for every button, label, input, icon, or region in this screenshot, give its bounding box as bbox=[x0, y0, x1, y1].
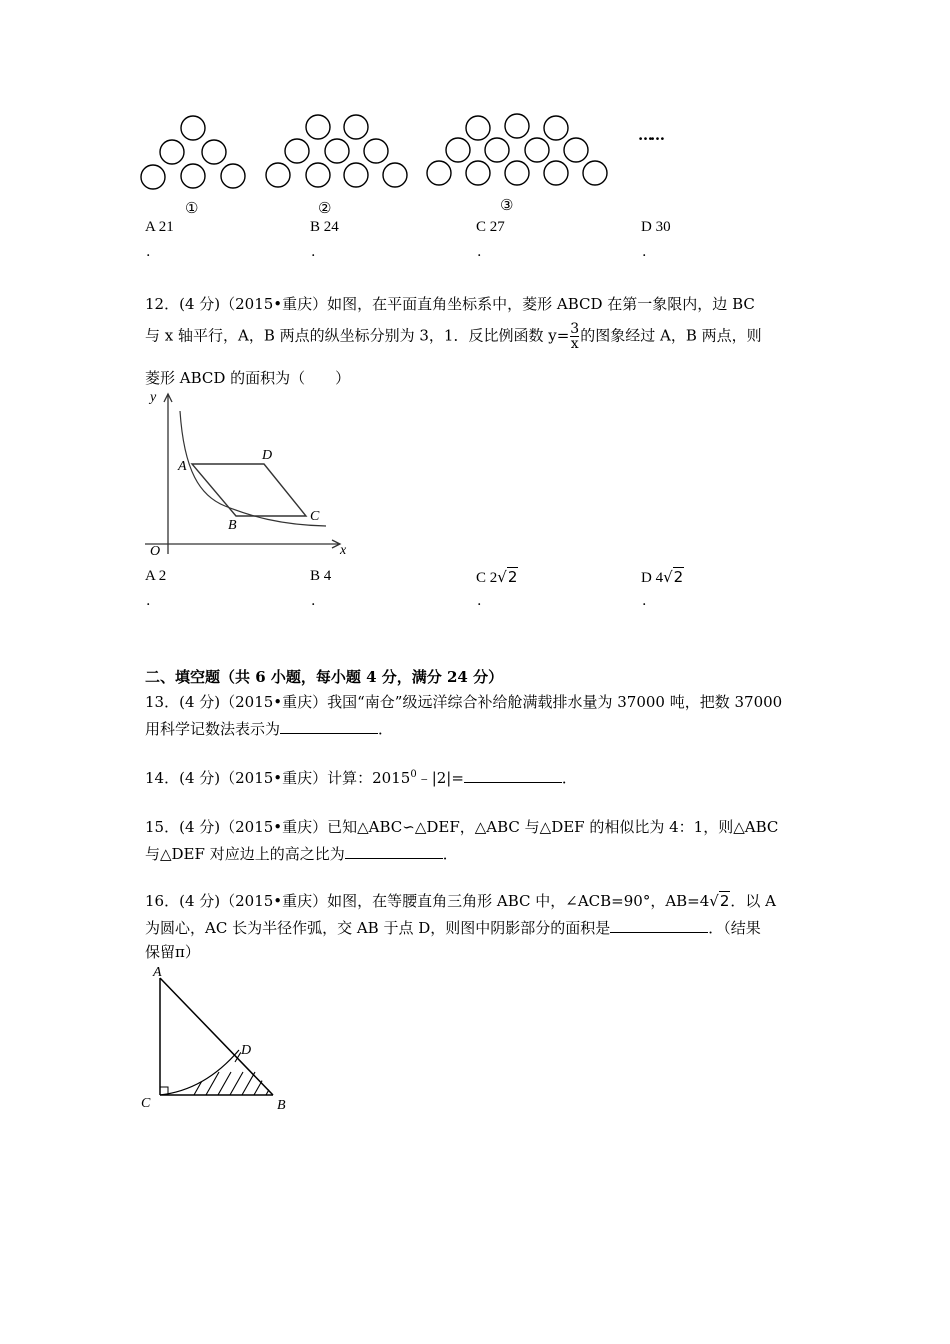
sqrt-symbol: √2 bbox=[663, 568, 684, 586]
choice-letter: A bbox=[145, 219, 156, 235]
q16-triangle-figure bbox=[135, 962, 305, 1117]
q12-graph bbox=[140, 386, 360, 561]
dot: . bbox=[146, 244, 151, 260]
choice-value: 4 bbox=[323, 568, 332, 584]
q11-figure-1 bbox=[141, 116, 245, 189]
q14-end: ． bbox=[561, 769, 577, 787]
label-a: A bbox=[153, 965, 162, 980]
dot: . bbox=[311, 244, 316, 260]
dot: . bbox=[477, 244, 482, 260]
choice-value: 21 bbox=[158, 219, 174, 235]
rhombus-abcd bbox=[192, 464, 306, 516]
choice-letter: C bbox=[476, 219, 487, 235]
q13-line-1: 13．(4 分)（2015•重庆）我国“南仓”级远洋综合补给舱满载排水量为 37000 吨，把数 37000 bbox=[145, 693, 783, 711]
shaded-region bbox=[190, 1042, 279, 1102]
choice-letter: D bbox=[641, 219, 652, 235]
choice-value: 27 bbox=[489, 219, 505, 235]
q16-line-2-a: 为圆心，AC 长为半径作弧，交 AB 于点 D，则图中阴影部分的面积是 bbox=[145, 919, 611, 937]
arc-cd bbox=[160, 1050, 239, 1095]
choice-letter: B bbox=[310, 568, 321, 584]
q11-figure-3 bbox=[427, 114, 607, 185]
q16-line-1-a: 16．(4 分)（2015•重庆）如图，在等腰直角三角形 ABC 中，∠ACB=90°，AB=4 bbox=[145, 892, 710, 910]
dot: . bbox=[146, 593, 151, 609]
q11-choice-c[interactable] bbox=[476, 219, 505, 236]
q14-suffix: ﹣|2|= bbox=[416, 769, 464, 787]
q12-choice-b[interactable] bbox=[310, 568, 331, 585]
label-c: C bbox=[310, 509, 320, 524]
q11-choice-d[interactable] bbox=[641, 219, 671, 236]
q13-answer-blank[interactable] bbox=[280, 719, 378, 734]
q16-line-1-b: ．以 A bbox=[730, 892, 777, 910]
sqrt-symbol: √2 bbox=[709, 892, 730, 910]
choice-letter: D bbox=[641, 570, 652, 586]
label-b: B bbox=[277, 1098, 286, 1113]
sqrt-radicand: 2 bbox=[507, 568, 518, 586]
sqrt-symbol: √2 bbox=[497, 568, 518, 586]
label-a: A bbox=[178, 459, 187, 474]
q13-line-2-text: 用科学记数法表示为 bbox=[145, 720, 281, 738]
hyperbola-curve bbox=[180, 411, 326, 526]
label-x: x bbox=[340, 543, 347, 558]
q16-line-3: 保留π） bbox=[145, 943, 200, 961]
choice-value: 4 bbox=[655, 570, 664, 586]
q11-figures bbox=[140, 110, 680, 220]
q11-figure-label-1: ① bbox=[185, 199, 199, 217]
q11-figure-2 bbox=[266, 115, 407, 187]
q14-answer-blank[interactable] bbox=[464, 768, 562, 783]
choice-letter: B bbox=[310, 219, 321, 235]
label-c: C bbox=[141, 1096, 151, 1111]
q12-line-2 bbox=[145, 322, 762, 351]
q16-line-2-b: ．（结果 bbox=[708, 919, 761, 937]
q12-choice-d[interactable] bbox=[641, 568, 684, 587]
q13-line-2 bbox=[145, 719, 393, 738]
q16-answer-blank[interactable] bbox=[610, 918, 708, 933]
q16-line-2 bbox=[145, 918, 761, 937]
frac-num: 3 bbox=[570, 321, 580, 337]
label-d: D bbox=[262, 448, 273, 463]
choice-value: 30 bbox=[655, 219, 671, 235]
sqrt-radicand: 2 bbox=[719, 892, 730, 910]
label-b: B bbox=[228, 518, 237, 533]
q14-exponent: 0 bbox=[410, 769, 417, 780]
q13-end: ． bbox=[378, 720, 394, 738]
choice-value: 24 bbox=[323, 219, 339, 235]
choice-letter: C bbox=[476, 570, 487, 586]
q12-line-2-a: 与 x 轴平行，A，B 两点的纵坐标分别为 3，1．反比例函数 y= bbox=[145, 326, 570, 345]
frac-den: x bbox=[570, 336, 579, 352]
choice-value: 2 bbox=[158, 568, 167, 584]
q15-end: ． bbox=[442, 845, 458, 863]
q11-ellipsis: …… bbox=[638, 126, 662, 144]
dot: . bbox=[477, 593, 482, 609]
q12-line-3: 菱形 ABCD 的面积为（ ） bbox=[145, 369, 351, 387]
label-d: D bbox=[241, 1043, 252, 1058]
choice-letter: A bbox=[145, 568, 156, 584]
q12-choice-a[interactable] bbox=[145, 568, 166, 585]
label-y: y bbox=[150, 390, 157, 405]
choice-value: 2 bbox=[489, 570, 498, 586]
q15-line-2 bbox=[145, 844, 458, 863]
q16-line-1 bbox=[145, 892, 776, 910]
q12-line-1: 12．(4 分)（2015•重庆）如图，在平面直角坐标系中，菱形 ABCD 在第一象限内，边 BC bbox=[145, 295, 755, 313]
q15-line-2-text: 与△DEF 对应边上的高之比为 bbox=[145, 845, 345, 863]
q14-line bbox=[145, 768, 577, 787]
dot: . bbox=[642, 244, 647, 260]
dot: . bbox=[311, 593, 316, 609]
section-2-title: 二、填空题（共 6 小题，每小题 4 分，满分 24 分） bbox=[145, 668, 504, 686]
sqrt-radicand: 2 bbox=[673, 568, 684, 586]
q14-prefix: 14．(4 分)（2015•重庆）计算：2015 bbox=[145, 769, 411, 787]
dot: . bbox=[642, 593, 647, 609]
fraction-3-over-x bbox=[570, 322, 579, 351]
q12-choice-c[interactable] bbox=[476, 568, 518, 587]
q15-line-1: 15．(4 分)（2015•重庆）已知△ABC∽△DEF，△ABC 与△DEF 的相似比为 4：1，则△ABC bbox=[145, 818, 779, 836]
label-origin: O bbox=[150, 544, 161, 559]
q11-figure-label-3: ③ bbox=[500, 196, 514, 214]
q15-answer-blank[interactable] bbox=[345, 844, 443, 859]
q11-choice-b[interactable] bbox=[310, 219, 339, 236]
q12-line-2-b: 的图象经过 A，B 两点，则 bbox=[580, 326, 762, 345]
q11-figure-label-2: ② bbox=[318, 199, 332, 217]
q11-choice-a[interactable] bbox=[145, 219, 174, 236]
